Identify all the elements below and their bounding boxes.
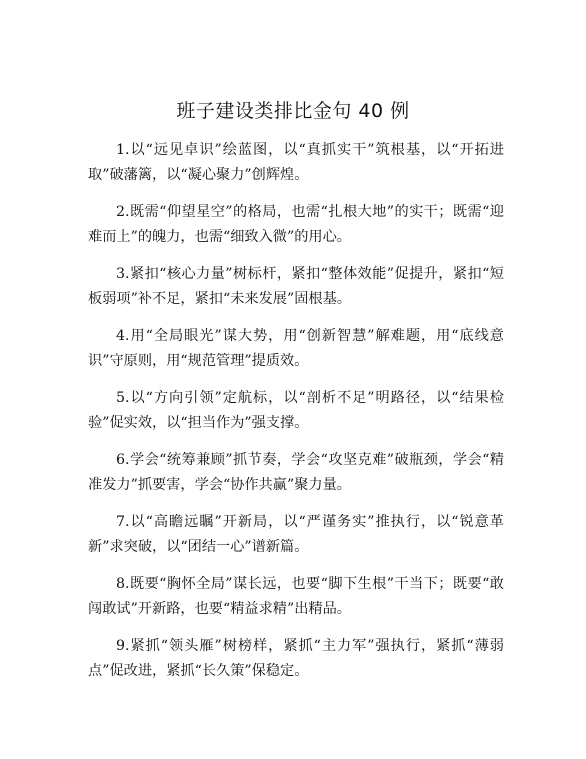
paragraph-4: 4.用“全局眼光”谋大势，用“创新智慧”解难题，用“底线意识”守原则，用“规范管理”提质效。 [88, 328, 504, 369]
paragraph-3: 3.紧扣“核心力量”树标杆，紧扣“整体效能”促提升，紧扣“短板弱项”补不足，紧扣“未来发展”固根基。 [88, 266, 504, 307]
paragraph-2: 2.既需“仰望星空”的格局，也需“扎根大地”的实干；既需“迎难而上”的魄力，也需“细致入微”的用心。 [88, 204, 504, 245]
paragraph-9: 9.紧抓“领头雁”树榜样，紧抓“主力军”强执行，紧抓“薄弱点”促改进，紧抓“长久策”保稳定。 [88, 638, 504, 679]
paragraph-6: 6.学会“统筹兼顾”抓节奏，学会“攻坚克难”破瓶颈，学会“精准发力”抓要害，学会“协作共赢”聚力量。 [88, 452, 504, 493]
paragraph-7: 7.以“高瞻远瞩”开新局，以“严谨务实”推执行，以“锐意革新”求突破，以“团结一心”谱新篇。 [88, 514, 504, 555]
paragraph-8: 8.既要“胸怀全局”谋长远，也要“脚下生根”干当下；既要“敢闯敢试”开新路，也要“精益求精”出精品。 [88, 576, 504, 617]
document-title: 班子建设类排比金句 40 例 [176, 100, 410, 122]
document-body [88, 138, 504, 696]
paragraph-1: 1.以“远见卓识”绘蓝图，以“真抓实干”筑根基，以“开拓进取”破藩篱，以“凝心聚力”创辉煌。 [88, 142, 504, 183]
paragraph-5: 5.以“方向引领”定航标，以“剖析不足”明路径，以“结果检验”促实效，以“担当作为”强支撑。 [88, 390, 504, 431]
